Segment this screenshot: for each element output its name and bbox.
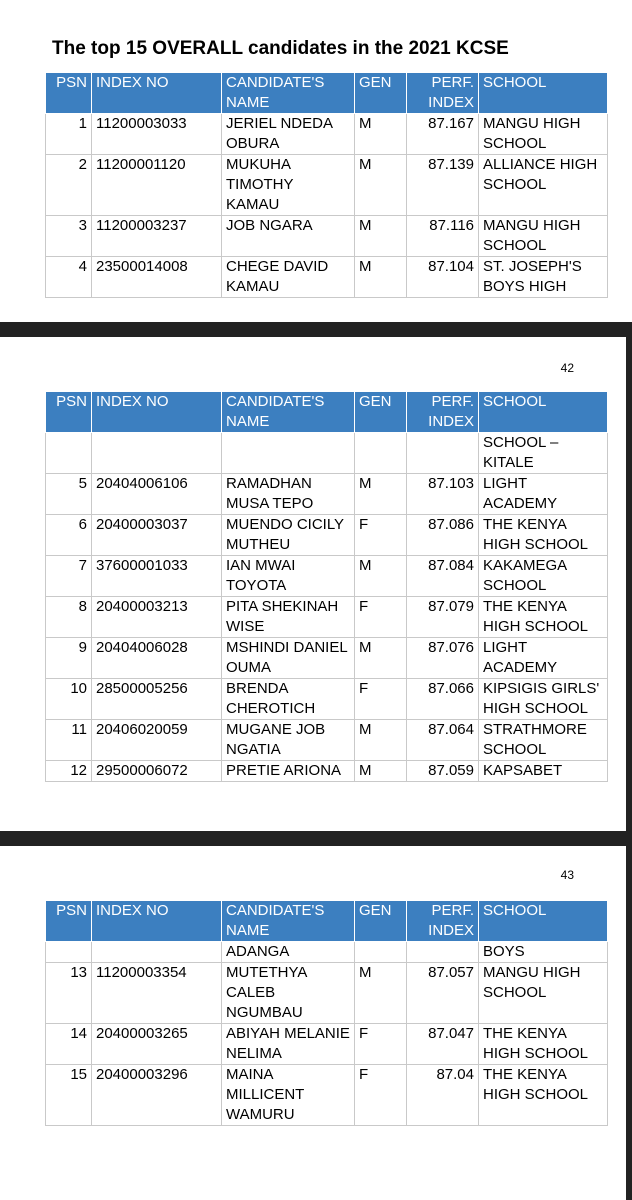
cell-candidate-name: RAMADHAN MUSA TEPO (222, 474, 355, 515)
header-psn: PSN (46, 392, 92, 433)
cell-perf-index: 87.167 (407, 114, 479, 155)
cell-perf-index: 87.084 (407, 556, 479, 597)
header-candidate-name: CANDIDATE'S NAME (222, 73, 355, 114)
cell-candidate-name: BRENDA CHEROTICH (222, 679, 355, 720)
cell-gender (355, 433, 407, 474)
cell-school: KIPSIGIS GIRLS' HIGH SCHOOL (479, 679, 608, 720)
table-row (46, 433, 608, 474)
table-row (46, 515, 608, 556)
cell-school: STRATHMORE SCHOOL (479, 720, 608, 761)
table-row (46, 720, 608, 761)
cell-school: MANGU HIGH SCHOOL (479, 963, 608, 1024)
cell-index-no: 11200003354 (92, 963, 222, 1024)
results-table (45, 900, 608, 1126)
cell-index-no (92, 942, 222, 963)
cell-school: THE KENYA HIGH SCHOOL (479, 597, 608, 638)
cell-perf-index: 87.064 (407, 720, 479, 761)
cell-perf-index: 87.104 (407, 257, 479, 298)
cell-psn: 11 (46, 720, 92, 761)
cell-school: KAPSABET (479, 761, 608, 782)
cell-psn: 2 (46, 155, 92, 216)
header-school: SCHOOL (479, 73, 608, 114)
cell-psn: 7 (46, 556, 92, 597)
cell-index-no: 11200003033 (92, 114, 222, 155)
cell-gender: F (355, 515, 407, 556)
cell-gender: M (355, 556, 407, 597)
cell-candidate-name: PITA SHEKINAH WISE (222, 597, 355, 638)
header-index-no: INDEX NO (92, 901, 222, 942)
cell-psn: 12 (46, 761, 92, 782)
table-row (46, 1024, 608, 1065)
table-row (46, 114, 608, 155)
cell-perf-index: 87.076 (407, 638, 479, 679)
cell-psn (46, 942, 92, 963)
cell-psn: 8 (46, 597, 92, 638)
cell-gender: M (355, 963, 407, 1024)
cell-index-no: 20400003213 (92, 597, 222, 638)
cell-psn: 15 (46, 1065, 92, 1126)
cell-school: THE KENYA HIGH SCHOOL (479, 1024, 608, 1065)
cell-candidate-name: MUKUHA TIMOTHY KAMAU (222, 155, 355, 216)
results-table (45, 391, 608, 782)
header-school: SCHOOL (479, 392, 608, 433)
table-header-row (46, 73, 608, 114)
cell-perf-index: 87.103 (407, 474, 479, 515)
header-perf-index: PERF. INDEX (407, 392, 479, 433)
cell-candidate-name: IAN MWAI TOYOTA (222, 556, 355, 597)
cell-gender: F (355, 1065, 407, 1126)
cell-candidate-name: JOB NGARA (222, 216, 355, 257)
cell-psn: 3 (46, 216, 92, 257)
cell-school: MANGU HIGH SCHOOL (479, 114, 608, 155)
cell-gender: M (355, 114, 407, 155)
cell-gender: M (355, 638, 407, 679)
table-header-row (46, 392, 608, 433)
cell-perf-index: 87.086 (407, 515, 479, 556)
cell-school: ALLIANCE HIGH SCHOOL (479, 155, 608, 216)
cell-school: SCHOOL – KITALE (479, 433, 608, 474)
cell-candidate-name: ABIYAH MELANIE NELIMA (222, 1024, 355, 1065)
document-page-3 (0, 846, 626, 1200)
table-row (46, 216, 608, 257)
cell-index-no: 20400003037 (92, 515, 222, 556)
cell-perf-index: 87.139 (407, 155, 479, 216)
cell-perf-index (407, 942, 479, 963)
document-title: The top 15 OVERALL candidates in the 2021 KCSE (52, 38, 509, 59)
cell-psn (46, 433, 92, 474)
cell-school: THE KENYA HIGH SCHOOL (479, 515, 608, 556)
cell-psn: 14 (46, 1024, 92, 1065)
cell-index-no: 20404006028 (92, 638, 222, 679)
table-row (46, 556, 608, 597)
header-index-no: INDEX NO (92, 73, 222, 114)
cell-gender: M (355, 720, 407, 761)
header-psn: PSN (46, 73, 92, 114)
cell-index-no: 20404006106 (92, 474, 222, 515)
cell-school: LIGHT ACADEMY (479, 638, 608, 679)
scroll-edge (626, 322, 632, 1200)
cell-gender: M (355, 761, 407, 782)
document-page-2 (0, 337, 626, 831)
header-gender: GEN (355, 73, 407, 114)
cell-school: LIGHT ACADEMY (479, 474, 608, 515)
cell-perf-index: 87.116 (407, 216, 479, 257)
cell-gender: M (355, 155, 407, 216)
table-row (46, 963, 608, 1024)
cell-index-no: 23500014008 (92, 257, 222, 298)
header-candidate-name: CANDIDATE'S NAME (222, 901, 355, 942)
cell-candidate-name: ADANGA (222, 942, 355, 963)
cell-gender (355, 942, 407, 963)
cell-candidate-name: MUTETHYA CALEB NGUMBAU (222, 963, 355, 1024)
cell-gender: M (355, 257, 407, 298)
page-number: 42 (560, 361, 574, 375)
table-row (46, 1065, 608, 1126)
cell-psn: 4 (46, 257, 92, 298)
table-row (46, 638, 608, 679)
cell-psn: 13 (46, 963, 92, 1024)
cell-candidate-name: MSHINDI DANIEL OUMA (222, 638, 355, 679)
table-row (46, 942, 608, 963)
cell-gender: F (355, 1024, 407, 1065)
cell-gender: F (355, 597, 407, 638)
cell-gender: M (355, 474, 407, 515)
cell-school: THE KENYA HIGH SCHOOL (479, 1065, 608, 1126)
cell-candidate-name: JERIEL NDEDA OBURA (222, 114, 355, 155)
cell-gender: F (355, 679, 407, 720)
cell-index-no: 20400003296 (92, 1065, 222, 1126)
table-row (46, 474, 608, 515)
cell-index-no (92, 433, 222, 474)
table-row (46, 679, 608, 720)
header-perf-index: PERF. INDEX (407, 73, 479, 114)
cell-candidate-name: PRETIE ARIONA (222, 761, 355, 782)
cell-candidate-name: MAINA MILLICENT WAMURU (222, 1065, 355, 1126)
table-row (46, 257, 608, 298)
page-separator (0, 322, 632, 337)
header-psn: PSN (46, 901, 92, 942)
table-row (46, 597, 608, 638)
header-gender: GEN (355, 392, 407, 433)
page-number: 43 (560, 868, 574, 882)
cell-index-no: 11200003237 (92, 216, 222, 257)
cell-candidate-name: MUGANE JOB NGATIA (222, 720, 355, 761)
header-gender: GEN (355, 901, 407, 942)
cell-psn: 10 (46, 679, 92, 720)
cell-gender: M (355, 216, 407, 257)
cell-index-no: 20400003265 (92, 1024, 222, 1065)
cell-index-no: 28500005256 (92, 679, 222, 720)
results-table (45, 72, 608, 298)
cell-psn: 9 (46, 638, 92, 679)
cell-perf-index (407, 433, 479, 474)
cell-school: KAKAMEGA SCHOOL (479, 556, 608, 597)
cell-candidate-name (222, 433, 355, 474)
cell-psn: 5 (46, 474, 92, 515)
cell-index-no: 20406020059 (92, 720, 222, 761)
header-school: SCHOOL (479, 901, 608, 942)
cell-school: MANGU HIGH SCHOOL (479, 216, 608, 257)
cell-school: ST. JOSEPH'S BOYS HIGH (479, 257, 608, 298)
cell-psn: 6 (46, 515, 92, 556)
cell-candidate-name: CHEGE DAVID KAMAU (222, 257, 355, 298)
header-candidate-name: CANDIDATE'S NAME (222, 392, 355, 433)
cell-perf-index: 87.066 (407, 679, 479, 720)
cell-school: BOYS (479, 942, 608, 963)
cell-psn: 1 (46, 114, 92, 155)
cell-perf-index: 87.04 (407, 1065, 479, 1126)
cell-index-no: 11200001120 (92, 155, 222, 216)
cell-perf-index: 87.047 (407, 1024, 479, 1065)
table-row (46, 155, 608, 216)
table-row (46, 761, 608, 782)
cell-perf-index: 87.059 (407, 761, 479, 782)
header-perf-index: PERF. INDEX (407, 901, 479, 942)
cell-index-no: 29500006072 (92, 761, 222, 782)
document-page-1 (0, 0, 632, 322)
cell-candidate-name: MUENDO CICILY MUTHEU (222, 515, 355, 556)
table-header-row (46, 901, 608, 942)
cell-perf-index: 87.079 (407, 597, 479, 638)
cell-perf-index: 87.057 (407, 963, 479, 1024)
page-separator (0, 831, 632, 846)
cell-index-no: 37600001033 (92, 556, 222, 597)
header-index-no: INDEX NO (92, 392, 222, 433)
